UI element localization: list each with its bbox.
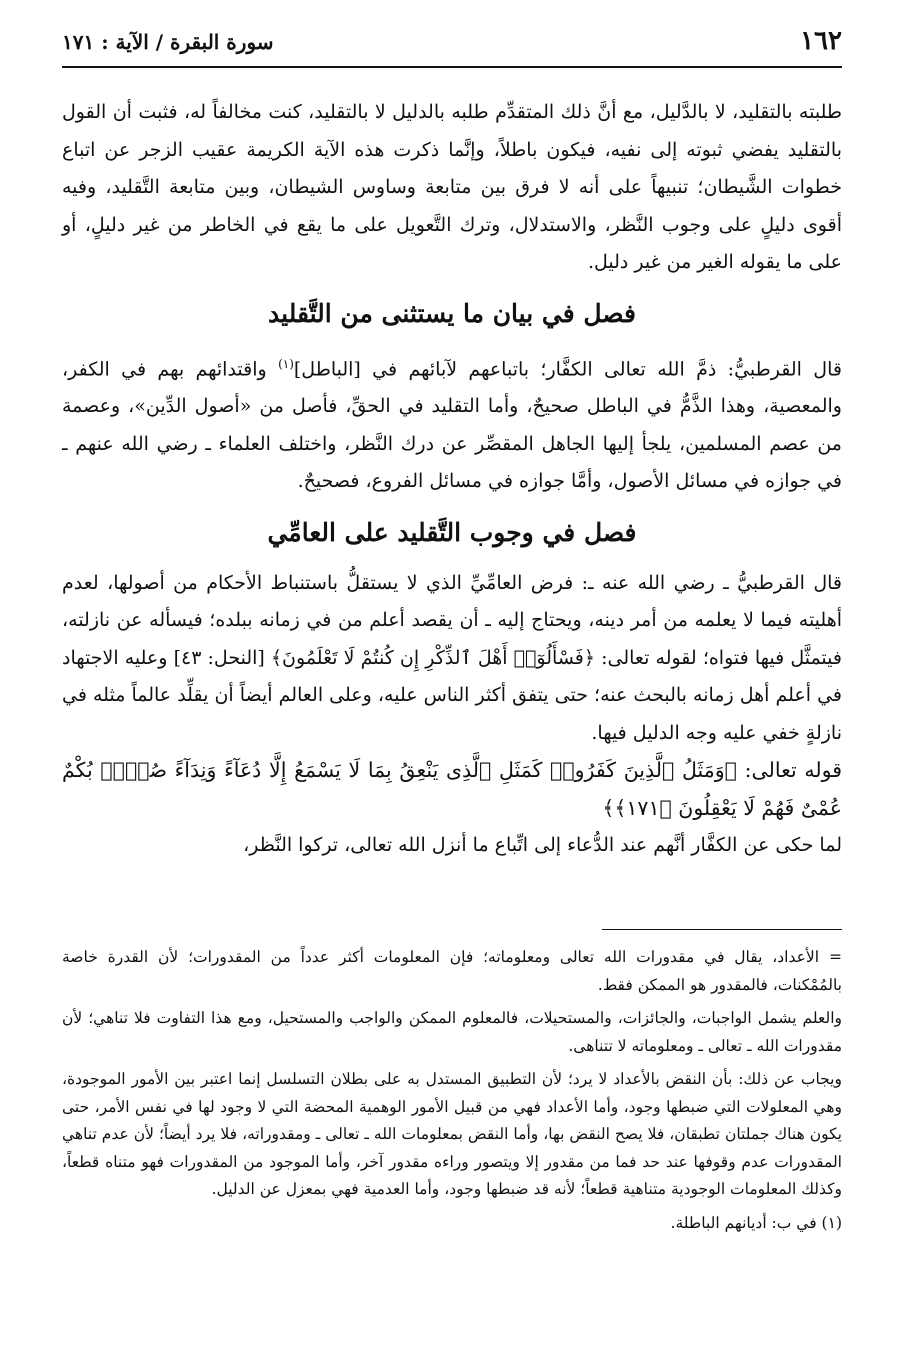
footnote-continued-a: = الأعداد، يقال في مقدورات الله تعالى ومعلوماته؛ فإن المعلومات أكثر عدداً من المقدورات؛ لأن القدرة خاصة بالمُمْكنات، فالمقدور هو الممكن فقط. — [62, 944, 842, 999]
paragraph-qurtubi-layman: قال القرطبيُّ ـ رضي الله عنه ـ: فرض العامِّيِّ الذي لا يستقلُّ باستنباط الأحكام من أصولها، لعدم أهليته فيما لا يعلمه من أمر دينه، ويحتاج إليه ـ أن يقصد أعلم من في زمانه ببلده؛ فيسأله عن نازلته، فيتمثَّل فيها فتواه؛ لقوله تعالى: ﴿فَسْأَلُوٓا۟ أَهْلَ ٱلذِّكْرِ إِن كُنتُمْ لَا تَعْلَمُونَ﴾ [النحل: ٤٣] وعليه الاجتهاد في أعلم أهل زمانه بالبحث عنه؛ حتى يتفق أكثر الناس عليه، وعلى العالم أيضاً أن يقلِّد عالماً مثله في نازلةٍ خفي عليه وجه الدليل فيها. — [62, 571, 842, 744]
section-heading-obligation: فصل في وجوب التَّقليد على العامِّي — [267, 517, 637, 547]
paragraph-intro: طلبته بالتقليد، لا بالدَّليل، مع أنَّ ذلك المتقدِّم طلبه بالدليل لا بالتقليد، كنت مخالفاً له، فثبت أن القول بالتقليد يفضي ثبوته إلى نفيه، فيكون باطلاً، وإنَّما ذكرت هذه الآية الكريمة عقيب الزجر عن اتباع خطوات الشَّيطان؛ تنبيهاً على أنه لا فرق بين متابعة وساوس الشيطان، وبين متابعة التَّقليد، وفيه أقوى دليلٍ على وجوب النَّظر، والاستدلال، وترك التَّعويل على ما يقع في الخاطر من غير دليلٍ، أو على ما يقوله الغير من غير دليل. — [62, 101, 842, 273]
footnote-marker-1[interactable]: (١) — [278, 356, 294, 371]
paragraph-commentary: لما حكى عن الكفَّار أنَّهم عند الدُّعاء إلى اتِّباع ما أنزل الله تعالى، تركوا النَّظر، — [243, 834, 842, 857]
footnote-1: (١) في ب: أديانهم الباطلة. — [670, 1213, 842, 1232]
paragraph-qurtubi-blame-part1: قال القرطبيُّ: ذمَّ الله تعالى الكفَّار؛ باتباعهم لآبائهم في [الباطل] — [293, 357, 842, 380]
book-page — [62, 22, 842, 1352]
section-heading-exceptions: فصل في بيان ما يستثنى من التَّقليد — [268, 298, 636, 328]
footnote-divider — [602, 929, 842, 930]
footnote-continued-b: والعلم يشمل الواجبات، والجائزات، والمستحيلات، فالمعلوم الممكن والواجب والمستحيل، ومع هذا التفاوت فلا تناهي؛ لأن مقدورات الله ـ تعالى ـ ومعلوماته لا تتناهى. — [62, 1009, 842, 1055]
verse-block — [62, 752, 842, 827]
page-number: ١٦٢ — [800, 26, 842, 56]
paragraph-qurtubi-blame-part2: واقتدائهم بهم في الكفر، والمعصية، وهذا الذَّمُّ في الباطل صحيحٌ، وأما التقليد في الحقِّ، فأصل من «أصول الدِّين»، وعصمة من عصم المسلمين، يلجأ إليها الجاهل المقصِّر عن درك النَّظر، واختلف العلماء ـ رضي الله عنهم ـ في جوازه في مسائل الأصول، وأمَّا جوازه في مسائل الفروع، فصحيحٌ. — [62, 357, 842, 493]
main-text — [62, 94, 842, 865]
running-title: سورة البقرة / الآية : ١٧١ — [62, 30, 274, 54]
footnote-continued-c: ويجاب عن ذلك: بأن النقض بالأعداد لا يرد؛ لأن التطبيق المستدل به على بطلان التسلسل إنما اعتبر بين الأمور الموجودة، وهي المعلولات التي ضبطها وجود، وأما الأعداد فهي من قبيل الأمور الوهمية المحضة التي لا وجود لها في نفس الأمر، حتى يكون هناك جملتان تطبقان، فلا يصح النقض بها، وأما النقض بمعلومات الله ـ تعالى ـ ومقدوراته، فلا يرد أيضاً؛ لأن عدم تناهي المقدورات عدم وقوفها عند حد فما من مقدور إلا ويتصور وراءه مقدور آخر، وأما الموجود من المقدورات فهو متناه قطعاً، وكذلك المعلومات الوجودية متناهية قطعاً؛ لأنه قد ضبطها وجود، وأما العدمية فهي بمعزل عن الدليل. — [62, 1070, 842, 1198]
footnotes — [62, 944, 842, 1243]
page-header — [62, 22, 842, 68]
quran-verse-171: ﴿وَمَثَلُ ٱلَّذِينَ كَفَرُوا۟ كَمَثَلِ ٱلَّذِى يَنْعِقُ بِمَا لَا يَسْمَعُ إِلَّا دُعَآءً وَنِدَآءً صُمٌّۢ بُكْمٌ عُمْىٌ فَهُمْ لَا يَعْقِلُونَ ﴿١٧١﴾﴾ — [62, 758, 842, 820]
paragraph-qurtubi-blame — [62, 346, 842, 501]
verse-intro: قوله تعالى: — [736, 758, 843, 783]
